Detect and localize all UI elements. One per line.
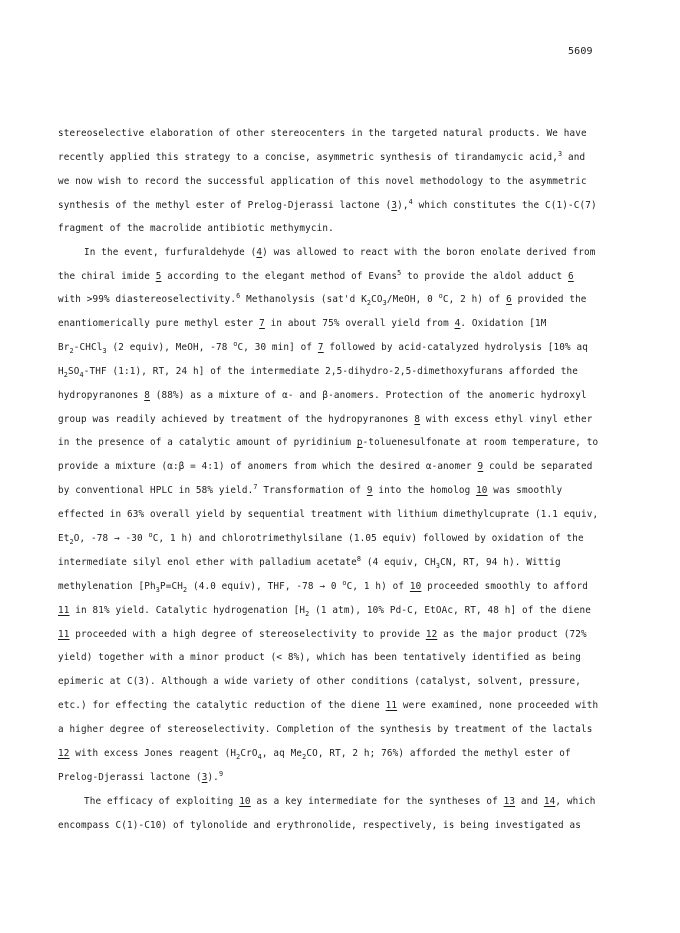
text-run: ). xyxy=(207,772,219,783)
text-line xyxy=(58,292,658,308)
superscript: 9 xyxy=(218,770,224,778)
text-run: , aq Me xyxy=(261,748,303,759)
text-run: Et xyxy=(58,533,70,544)
compound-number: 3 xyxy=(201,772,208,783)
subscript: 2 xyxy=(305,610,310,618)
text-run: -CHCl xyxy=(73,342,103,353)
text-run: provided the xyxy=(511,294,587,305)
text-line xyxy=(58,507,658,523)
text-run: encompass C(1)-C10) of tylonolide and erythronolide, respectively, is being investigated as xyxy=(58,820,581,831)
text-line xyxy=(58,269,658,285)
compound-number: 8 xyxy=(414,414,421,425)
subscript: 2 xyxy=(63,371,68,379)
text-run: The efficacy of exploiting xyxy=(84,796,240,807)
superscript: 3 xyxy=(558,150,563,158)
text-run: Methanolysis (sat'd K xyxy=(240,294,367,305)
text-run: hydropyranones xyxy=(58,390,145,401)
text-run: -THF (1:1), RT, 24 h] of the intermediate 2,5-dihydro-2,5-dimethoxyfurans afforded the xyxy=(83,366,579,377)
text-run: ) was allowed to react with the boron enolate derived from xyxy=(262,247,596,258)
text-run: followed by acid-catalyzed hydrolysis [10% aq xyxy=(323,342,589,353)
subscript: 4 xyxy=(257,753,262,761)
compound-number: 4 xyxy=(256,247,263,258)
text-line xyxy=(84,245,680,261)
text-run: methylenation [Ph xyxy=(58,581,156,592)
compound-number: 12 xyxy=(425,629,438,640)
text-run: stereoselective elaboration of other stereocenters in the targeted natural products. We have xyxy=(58,128,587,139)
compound-number: 9 xyxy=(477,461,484,472)
subscript: 2 xyxy=(69,347,74,355)
superscript: o xyxy=(438,292,443,300)
text-line xyxy=(58,770,658,786)
compound-number: 5 xyxy=(155,271,162,282)
text-line xyxy=(58,722,658,738)
text-run: group was readily achieved by treatment of the hydropyranones xyxy=(58,414,415,425)
text-line xyxy=(58,412,658,428)
text-line xyxy=(58,126,658,142)
superscript: 8 xyxy=(356,555,362,563)
text-run: CO xyxy=(371,294,383,305)
text-run: (4 equiv, CH xyxy=(361,557,436,568)
subscript: 2 xyxy=(366,299,372,307)
text-line xyxy=(58,698,658,714)
subscript: 2 xyxy=(182,586,188,594)
text-run: yield) together with a minor product (< 8%), which has been tentatively identified as being xyxy=(58,652,581,663)
text-run: Prelog-Djerassi lactone ( xyxy=(58,772,202,783)
text-run: O, -78 → -30 xyxy=(73,533,149,544)
text-line xyxy=(58,818,658,834)
text-run: effected in 63% overall yield by sequential treatment with lithium dimethylcuprate (1.1 equiv, xyxy=(58,509,599,520)
text-run: -toluenesulfonate at room temperature, to xyxy=(362,437,599,448)
compound-number: 13 xyxy=(503,796,516,807)
text-line xyxy=(58,388,658,404)
text-run: with excess Jones reagent (H xyxy=(69,748,237,759)
compound-number: 7 xyxy=(259,318,265,329)
compound-number: 10 xyxy=(409,581,422,592)
text-run: in the presence of a catalytic amount of pyridinium xyxy=(58,437,357,448)
text-run: . Oxidation [1M xyxy=(460,318,547,329)
page-number: 5609 xyxy=(568,46,593,57)
compound-number: 11 xyxy=(58,629,70,640)
subscript: 3 xyxy=(382,299,387,307)
superscript: 5 xyxy=(397,269,402,277)
text-line xyxy=(58,531,658,547)
text-run: (4.0 equiv), THF, -78 → 0 xyxy=(187,581,343,592)
text-line xyxy=(58,459,658,475)
text-run: C, 1 h) of xyxy=(346,581,410,592)
text-run: and xyxy=(515,796,544,807)
text-run: to provide the aldol adduct xyxy=(401,271,569,282)
text-run: as the major product (72% xyxy=(437,629,587,640)
text-run: by conventional HPLC in 58% yield. xyxy=(58,485,254,496)
text-run: into the homolog xyxy=(372,485,477,496)
compound-number: 11 xyxy=(385,700,398,711)
text-line xyxy=(58,650,658,666)
text-run: Transformation of xyxy=(257,485,367,496)
text-run: enantiomerically pure methyl ester xyxy=(58,318,260,329)
text-run: CrO xyxy=(240,748,258,759)
text-run: could be separated xyxy=(483,461,593,472)
subscript: 3 xyxy=(435,562,441,570)
compound-number: 10 xyxy=(476,485,488,496)
compound-number: 10 xyxy=(239,796,251,807)
compound-number: p xyxy=(356,437,363,448)
text-run: the chiral imide xyxy=(58,271,156,282)
text-run: in about 75% overall yield from xyxy=(264,318,455,329)
text-run: proceeded smoothly to afford xyxy=(421,581,589,592)
compound-number: 11 xyxy=(58,605,70,616)
text-line xyxy=(58,435,658,451)
text-line xyxy=(58,221,658,237)
text-run: (88%) as a mixture of α- and β-anomers. Protection of the anomeric hydroxyl xyxy=(149,390,587,401)
text-run: C, 30 min] of xyxy=(237,342,318,353)
text-run: proceeded with a high degree of stereoselectivity to provide xyxy=(69,629,426,640)
text-run: etc.) for effecting the catalytic reduction of the diene xyxy=(58,700,386,711)
superscript: o xyxy=(342,579,347,587)
text-run: (1 atm), 10% Pd-C, EtOAc, RT, 48 h] of the diene xyxy=(309,605,592,616)
text-run: in 81% yield. Catalytic hydrogenation [H xyxy=(69,605,306,616)
superscript: 7 xyxy=(253,483,258,491)
text-run: synthesis of the methyl ester of Prelog-Djerassi lactone ( xyxy=(58,200,392,211)
text-run: which constitutes the C(1)-C(7) xyxy=(412,200,597,211)
superscript: o xyxy=(148,531,153,539)
text-run: fragment of the macrolide antibiotic methymycin. xyxy=(58,223,334,234)
text-run: provide a mixture (α:β = 4:1) of anomers from which the desired α-anomer xyxy=(58,461,478,472)
compound-number: 4 xyxy=(454,318,461,329)
text-line xyxy=(58,603,658,619)
compound-number: 12 xyxy=(58,748,70,759)
text-line xyxy=(58,746,658,762)
text-line xyxy=(58,174,658,190)
text-run: epimeric at C(3). Although a wide variety of other conditions (catalyst, solvent, pressure, xyxy=(58,676,581,687)
text-line xyxy=(58,483,658,499)
text-run: P=CH xyxy=(159,581,183,592)
text-run: were examined, none proceeded with xyxy=(397,700,599,711)
text-line xyxy=(58,150,658,166)
compound-number: 7 xyxy=(317,342,324,353)
text-run: we now wish to record the successful application of this novel methodology to the asymmetric xyxy=(58,176,587,187)
text-run: recently applied this strategy to a concise, asymmetric synthesis of tirandamycic acid, xyxy=(58,152,559,163)
subscript: 4 xyxy=(79,371,84,379)
text-run: C, 1 h) and chlorotrimethylsilane (1.05 equiv) followed by oxidation of the xyxy=(152,533,584,544)
subscript: 2 xyxy=(236,753,241,761)
text-run: /MeOH, 0 xyxy=(386,294,439,305)
text-run: , which xyxy=(555,796,596,807)
subscript: 3 xyxy=(155,586,160,594)
subscript: 3 xyxy=(102,347,107,355)
text-line xyxy=(84,794,680,810)
text-run: ), xyxy=(397,200,409,211)
text-run: and xyxy=(562,152,586,163)
text-run: CN, RT, 94 h). Wittig xyxy=(440,557,561,568)
text-run: CO, RT, 2 h; 76%) afforded the methyl ester of xyxy=(306,748,571,759)
superscript: 4 xyxy=(408,198,413,206)
compound-number: 6 xyxy=(506,294,512,305)
text-line xyxy=(58,674,658,690)
text-line xyxy=(58,340,658,356)
text-run: C, 2 h) of xyxy=(442,294,507,305)
text-run: as a key intermediate for the syntheses of xyxy=(250,796,504,807)
text-run: a higher degree of stereoselectivity. Completion of the synthesis by treatment of the lactals xyxy=(58,724,593,735)
text-run: with >99% diastereoselectivity. xyxy=(58,294,237,305)
text-run: In the event, furfuraldehyde ( xyxy=(84,247,257,258)
text-run: (2 equiv), MeOH, -78 xyxy=(106,342,234,353)
text-line xyxy=(58,316,658,332)
compound-number: 8 xyxy=(144,390,150,401)
text-run: Br xyxy=(58,342,70,353)
text-line xyxy=(58,364,658,380)
text-run: with excess ethyl vinyl ether xyxy=(420,414,593,425)
text-line xyxy=(58,579,658,595)
text-run: SO xyxy=(68,366,80,377)
superscript: o xyxy=(233,340,238,348)
subscript: 2 xyxy=(302,753,307,761)
compound-number: 6 xyxy=(568,271,574,282)
text-line xyxy=(58,198,658,214)
subscript: 2 xyxy=(69,538,74,546)
text-line xyxy=(58,627,658,643)
compound-number: 14 xyxy=(543,796,556,807)
text-line xyxy=(58,555,658,571)
superscript: 6 xyxy=(236,292,241,300)
text-run: was smoothly xyxy=(487,485,563,496)
text-run: H xyxy=(58,366,64,377)
text-run: according to the elegant method of Evans xyxy=(161,271,398,282)
text-run: intermediate silyl enol ether with palladium acetate xyxy=(58,557,357,568)
compound-number: 3 xyxy=(391,200,398,211)
compound-number: 9 xyxy=(366,485,373,496)
